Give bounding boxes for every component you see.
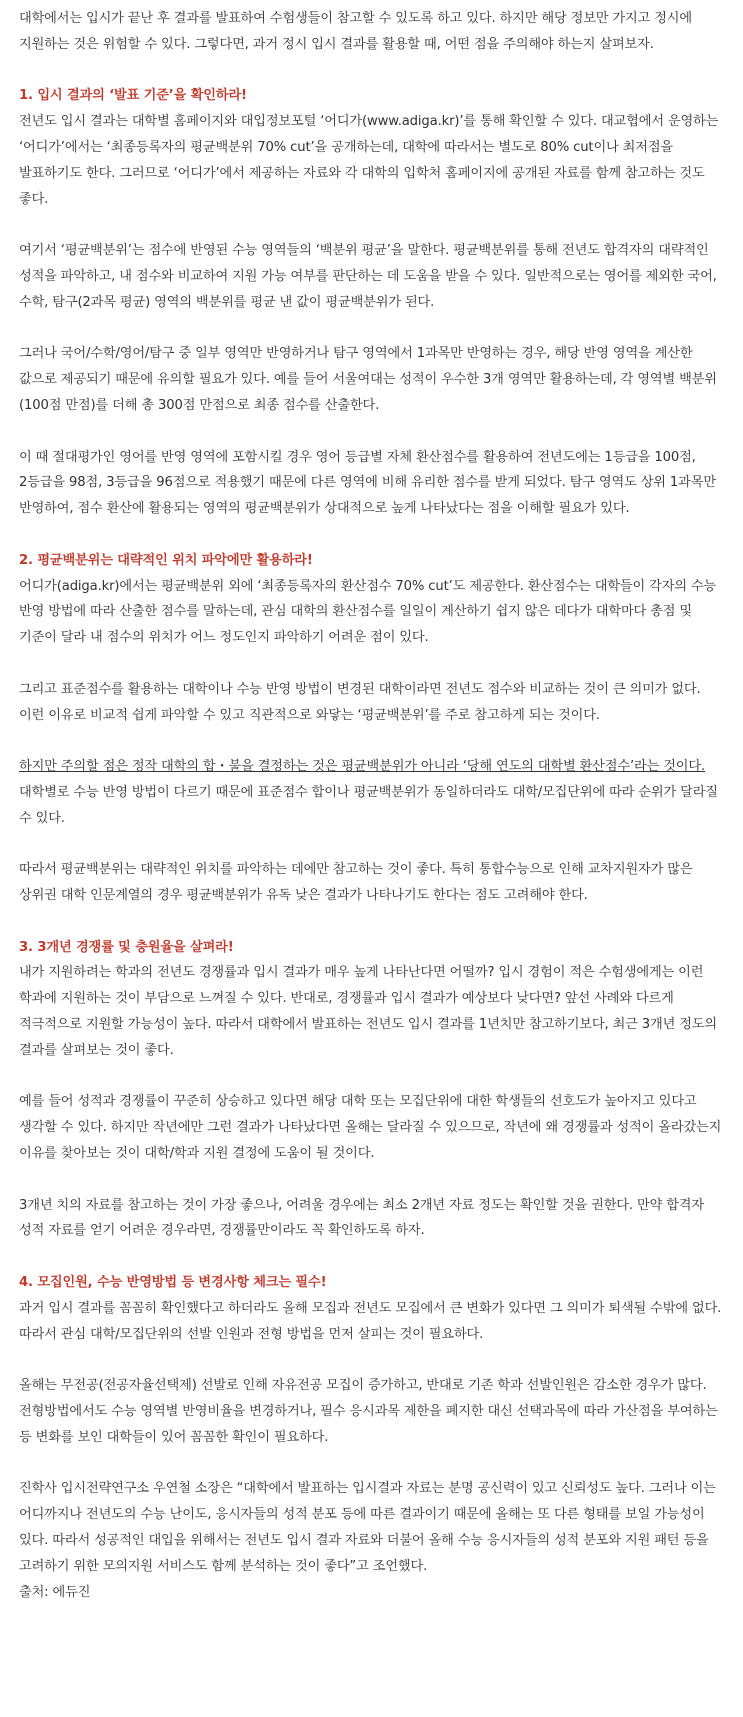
section-1-paragraph-3: 그러나 국어/수학/영어/탐구 중 일부 영역만 반영하거나 탐구 영역에서 1과목만 반영하는 경우, 해당 반영 영역을 계산한 값으로 제공되기 때문에 유의할 필요가 있다. 예를 들어 서울여대는 성적이 우수한 3개 영역만 활용하는데, 각 영역별 백분위(100점 만점)를 더해 총 300점 만점으로 최종 점수를 산출한다. xyxy=(19,346,717,413)
section-1-paragraph-1: 전년도 입시 결과는 대학별 홈페이지와 대입정보포털 ‘어디가(www.adiga.kr)’를 통해 확인할 수 있다. 대교협에서 운영하는 ‘어디가’에서는 ‘최종등록자의 평균백분위 70% cut’을 공개하는데, 대학에 따라서는 별도로 80% cut이나 최저점을 발표하기도 한다. 그러므로 ‘어디가’에서 제공하는 자료와 각 대학의 입학처 홈페이지에 공개된 자료를 함께 참고하는 것도 좋다. xyxy=(19,114,719,207)
spacer xyxy=(19,1167,725,1193)
spacer xyxy=(19,728,725,754)
spacer xyxy=(19,909,725,935)
underlined-emphasis: 하지만 주의할 점은 정작 대학의 합・불을 결정하는 것은 평균백분위가 아니라 ‘당해 연도의 대학별 환산점수’라는 것이다. xyxy=(19,759,706,775)
section-3-paragraph-3: 3개년 치의 자료를 참고하는 것이 가장 좋으나, 어려울 경우에는 최소 2개년 자료 정도는 확인할 것을 권한다. 만약 합격자 성적 자료를 얻기 어려운 경우라면, 경쟁률만이라도 꼭 확인하도록 하자. xyxy=(19,1197,704,1239)
spacer xyxy=(19,212,725,238)
section-1-heading: 1. 입시 결과의 ‘발표 기준’을 확인하라! xyxy=(19,88,247,104)
spacer xyxy=(19,832,725,858)
section-4-paragraph-2: 올해는 무전공(전공자율선택제) 선발로 인해 자유전공 모집이 증가하고, 반대로 기존 학과 선발인원은 감소한 경우가 많다. 전형방법에서도 수능 영역별 반영비율을 변경하거나, 필수 응시과목 제한을 폐지한 대신 선택과목에 따라 가산점을 부여하는 등 변화를 보인 대학들이 있어 꼼꼼한 확인이 필요하다. xyxy=(19,1378,718,1445)
section-4-paragraph-3: 진학사 입시전략연구소 우연철 소장은 “대학에서 발표하는 입시결과 자료는 분명 공신력이 있고 신뢰성도 높다. 그러나 이는 어디까지나 전년도의 수능 난이도, 응시자들의 성적 분포 등에 따른 결과이기 때문에 올해는 또 다른 형태를 보일 가능성이 있다. 따라서 성공적인 대입을 위해서는 전년도 입시 결과 자료와 더불어 올해 수능 응시자들의 성적 분포와 지원 패턴 등을 고려하기 위한 모의지원 서비스도 함께 분석하는 것이 좋다”고 조언했다. xyxy=(19,1481,716,1574)
intro-paragraph: 대학에서는 입시가 끝난 후 결과를 발표하여 수험생들이 참고할 수 있도록 하고 있다. 하지만 해당 정보만 가지고 정시에 지원하는 것은 위험할 수 있다. 그렇다면, 과거 정시 입시 결과를 활용할 때, 어떤 점을 주의해야 하는지 살펴보자. xyxy=(19,11,692,52)
section-2-paragraph-1: 어디가(adiga.kr)에서는 평균백분위 외에 ‘최종등록자의 환산점수 70% cut’도 제공한다. 환산점수는 대학들이 각자의 수능 반영 방법에 따라 산출한 점수를 말하는데, 관심 대학의 환산점수를 일일이 계산하기 쉽지 않은 데다가 대학마다 총점 및 기준이 달라 내 점수의 위치가 어느 정도인지 파악하기 어려운 점이 있다. xyxy=(19,578,717,646)
spacer xyxy=(19,316,725,342)
spacer xyxy=(19,522,725,548)
section-3-paragraph-1: 내가 지원하려는 학과의 전년도 경쟁률과 입시 결과가 매우 높게 나타난다면 어떨까? 입시 경험이 적은 수험생에게는 이런 학과에 지원하는 것이 부담으로 느껴질 수 있다. 반대로, 경쟁률과 입시 결과가 예상보다 낮다면? 앞선 사례와 다르게 적극적으로 지원할 가능성이 높다. 따라서 대학에서 발표하는 전년도 입시 결과를 1년치만 참고하기보다, 최근 3개년 정도의 결과를 살펴보는 것이 좋다. xyxy=(19,965,718,1058)
section-4-paragraph-1: 과거 입시 결과를 꼼꼼히 확인했다고 하더라도 올해 모집과 전년도 모집에서 큰 변화가 있다면 그 의미가 퇴색될 수밖에 없다. 따라서 관심 대학/모집단위의 선발 인원과 전형 방법을 먼저 살피는 것이 필요하다. xyxy=(19,1300,722,1342)
spacer xyxy=(19,1347,725,1373)
spacer xyxy=(19,1244,725,1270)
section-3-heading: 3. 3개년 경쟁률 및 충원율을 살펴라! xyxy=(19,939,234,955)
spacer xyxy=(19,651,725,677)
spacer xyxy=(19,1064,725,1090)
paragraph-text: 대학별로 수능 반영 방법이 다르기 때문에 표준점수 합이나 평균백분위가 동일하더라도 대학/모집단위에 따라 순위가 달라질 수 있다. xyxy=(19,784,718,826)
section-2-paragraph-3 xyxy=(19,754,725,831)
source-credit: 출처: 에듀진 xyxy=(19,1584,91,1600)
section-1-paragraph-2: 여기서 ‘평균백분위’는 점수에 반영된 수능 영역들의 ‘백분위 평균’을 말한다. 평균백분위를 통해 전년도 합격자의 대략적인 성적을 파악하고, 내 점수와 비교하여 지원 가능 여부를 판단하는 데 도움을 받을 수 있다. 일반적으로는 영어를 제외한 국어, 수학, 탐구(2과목 평균) 영역의 백분위를 평균 낸 값이 평균백분위가 된다. xyxy=(19,243,717,310)
spacer xyxy=(19,58,725,84)
section-1-paragraph-4: 이 때 절대평가인 영어를 반영 영역에 포함시킬 경우 영어 등급별 자체 환산점수를 활용하여 전년도에는 1등급을 100점, 2등급을 98점, 3등급을 96점으로 적용했기 때문에 다른 영역에 비해 유리한 점수를 받게 되었다. 탐구 영역도 상위 1과목만 반영하여, 점수 환산에 활용되는 영역의 평균백분위가 상대적으로 높게 나타났다는 점을 이해할 필요가 있다. xyxy=(19,449,716,517)
section-3-paragraph-2: 예를 들어 성적과 경쟁률이 꾸준히 상승하고 있다면 해당 대학 또는 모집단위에 대한 학생들의 선호도가 높아지고 있다고 생각할 수 있다. 하지만 작년에만 그런 결과가 나타났다면 올해는 달라질 수 있으므로, 작년에 왜 경쟁률과 성적이 올라갔는지 이유를 찾아보는 것이 대학/학과 지원 결정에 도움이 될 것이다. xyxy=(19,1094,722,1162)
section-2-paragraph-2: 그리고 표준점수를 활용하는 대학이나 수능 반영 방법이 변경된 대학이라면 전년도 점수와 비교하는 것이 큰 의미가 없다. 이런 이유로 비교적 쉽게 파악할 수 있고 직관적으로 와닿는 ‘평균백분위’를 주로 참고하게 되는 것이다. xyxy=(19,681,701,723)
section-2-paragraph-4: 따라서 평균백분위는 대략적인 위치를 파악하는 데에만 참고하는 것이 좋다. 특히 통합수능으로 인해 교차지원자가 많은 상위권 대학 인문계열의 경우 평균백분위가 유독 낮은 결과가 나타나기도 한다는 점도 고려해야 한다. xyxy=(19,862,693,904)
spacer xyxy=(19,419,725,445)
spacer xyxy=(19,1451,725,1477)
section-4-heading: 4. 모집인원, 수능 반영방법 등 변경사항 체크는 필수! xyxy=(19,1275,327,1291)
section-2-heading: 2. 평균백분위는 대략적인 위치 파악에만 활용하라! xyxy=(19,552,313,568)
